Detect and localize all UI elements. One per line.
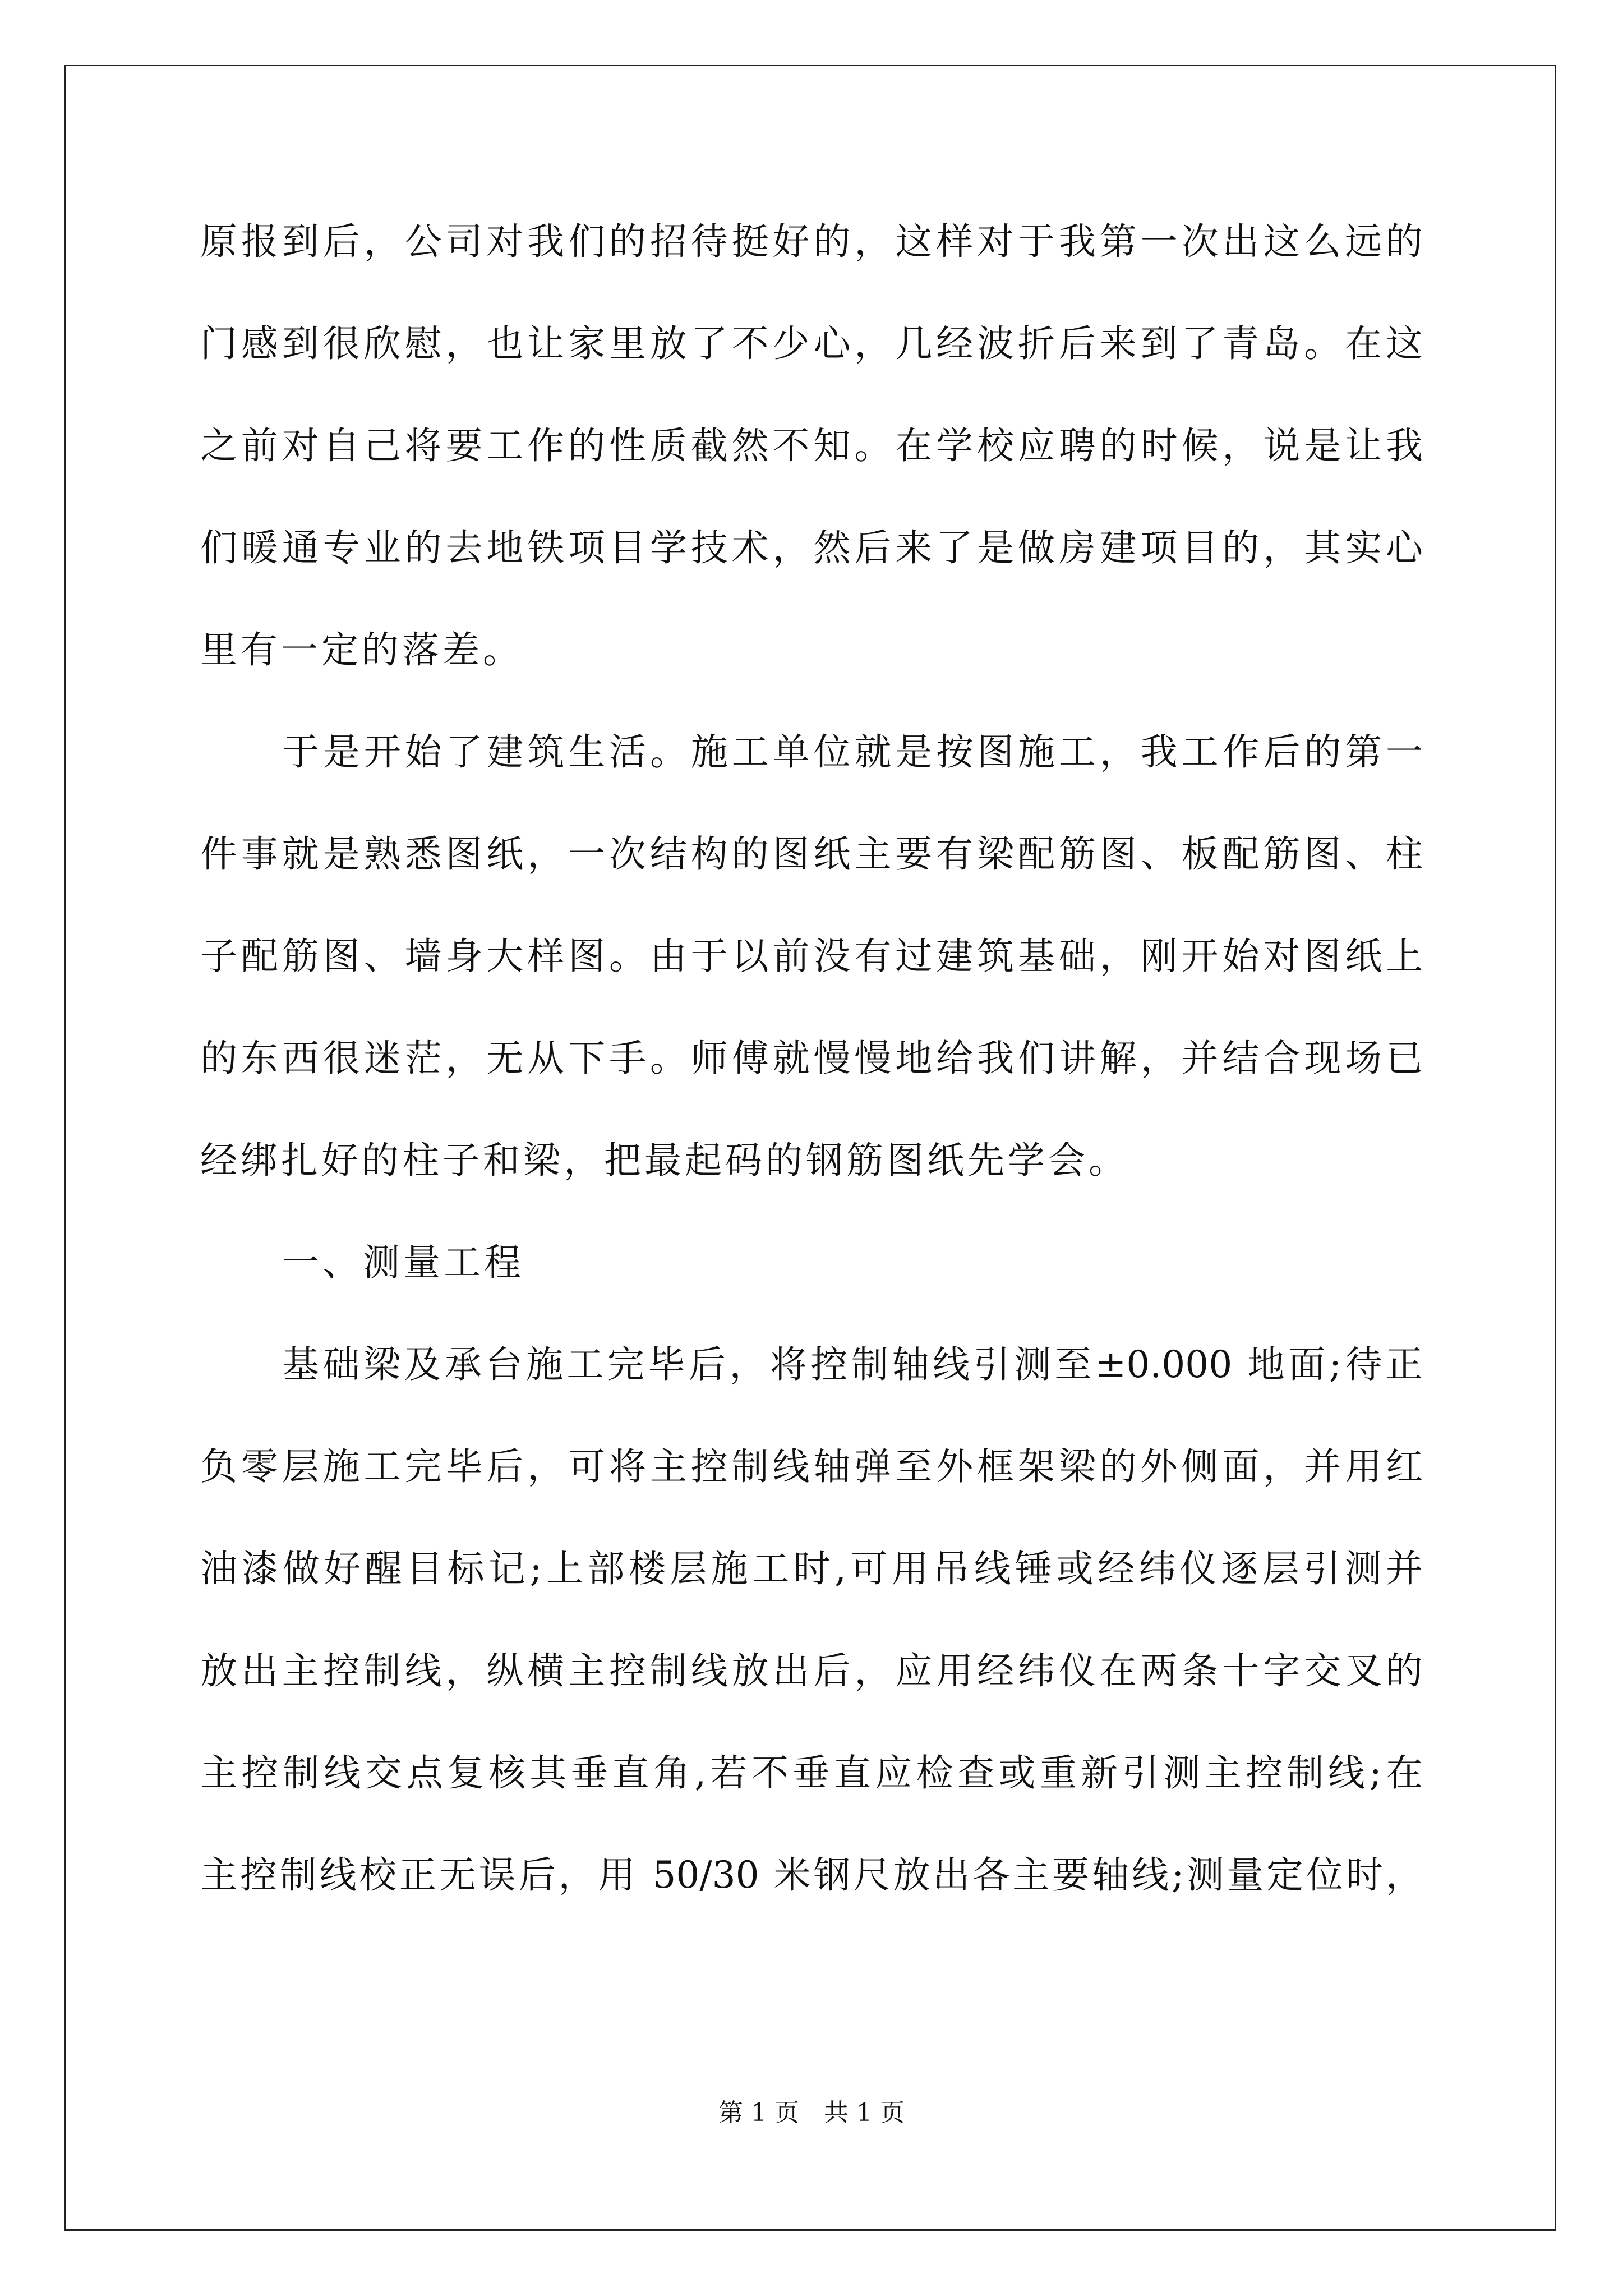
text-line: 经绑扎好的柱子和梁，把最起码的钢筋图纸先学会。	[200, 1139, 1129, 1182]
text-line: 原报到后，公司对我们的招待挺好的，这样对于我第一次出这么远的	[200, 220, 1423, 263]
text-line: 负零层施工完毕后，可将主控制线轴弹至外框架梁的外侧面，并用红	[200, 1445, 1423, 1488]
text-line: 油漆做好醒目标记;上部楼层施工时,可用吊线锤或经纬仪逐层引测并	[200, 1547, 1423, 1590]
text-line: 主控制线交点复核其垂直角,若不垂直应检查或重新引测主控制线;在	[200, 1751, 1423, 1795]
text-line: 门感到很欣慰，也让家里放了不少心，几经波折后来到了青岛。在这	[200, 322, 1423, 365]
text-line: 放出主控制线，纵横主控制线放出后，应用经纬仪在两条十字交叉的	[200, 1649, 1423, 1692]
paragraph-first-line: 基础梁及承台施工完毕后，将控制轴线引测至±0.000 地面;待正	[282, 1343, 1423, 1386]
text-line: 子配筋图、墙身大样图。由于以前没有过建筑基础，刚开始对图纸上	[200, 935, 1423, 978]
text-line: 们暖通专业的去地铁项目学技术，然后来了是做房建项目的，其实心	[200, 526, 1423, 569]
text-line: 主控制线校正无误后，用 50/30 米钢尺放出各主要轴线;测量定位时，	[200, 1853, 1423, 1897]
page-number-footer: 第 1 页 共 1 页	[718, 2099, 905, 2127]
paragraph-first-line: 于是开始了建筑生活。施工单位就是按图施工，我工作后的第一	[282, 730, 1423, 774]
text-line: 的东西很迷茫，无从下手。师傅就慢慢地给我们讲解，并结合现场已	[200, 1037, 1423, 1080]
section-heading: 一、测量工程	[282, 1241, 524, 1284]
text-line: 件事就是熟悉图纸，一次结构的图纸主要有梁配筋图、板配筋图、柱	[200, 832, 1423, 876]
text-line: 里有一定的落差。	[200, 628, 523, 671]
text-line: 之前对自己将要工作的性质截然不知。在学校应聘的时候，说是让我	[200, 424, 1423, 467]
